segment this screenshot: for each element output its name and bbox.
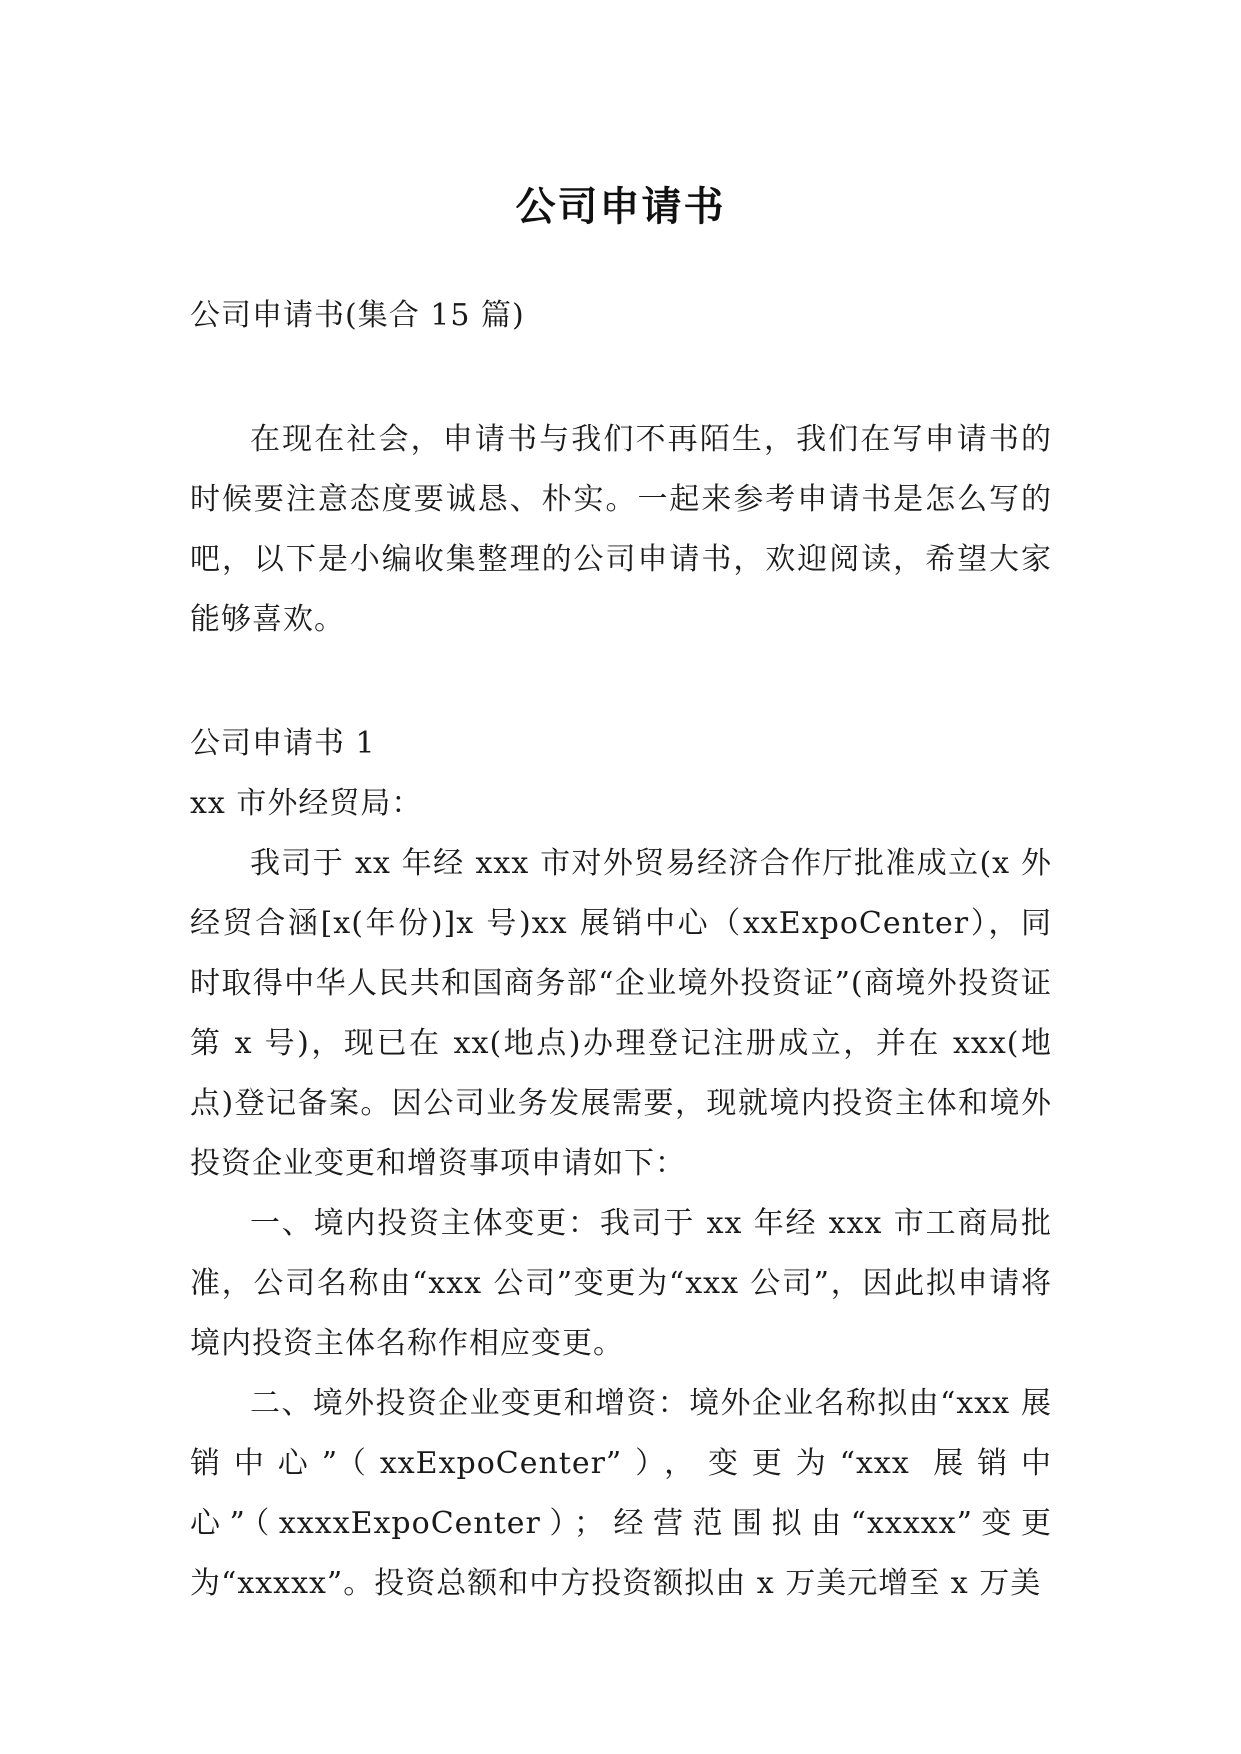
section-heading: 公司申请书 1 bbox=[190, 726, 376, 761]
body-paragraph: 二、境外投资企业变更和增资：境外企业名称拟由“xxx 展销中心”（xxExpoCenter”），变更为“xxx 展销中心”（xxxxExpoCenter）；经营范围拟由“xxxxx”变更为“xxxxx”。投资总额和中方投资额拟由 x 万美元增至 x 万美 bbox=[190, 1386, 1052, 1601]
body-paragraph: 我司于 xx 年经 xxx 市对外贸易经济合作厅批准成立(x 外经贸合涵[x(年份)]x 号)xx 展销中心（xxExpoCenter），同时取得中华人民共和国商务部“企业境外投资证”(商境外投资证第 x 号)，现已在 xx(地点)办理登记注册成立，并在 xxx(地点)登记备案。因公司业务发展需要，现就境内投资主体和境外投资企业变更和增资事项申请如下： bbox=[190, 846, 1052, 1181]
intro-paragraph: 在现在社会，申请书与我们不再陌生，我们在写申请书的时候要注意态度要诚恳、朴实。一起来参考申请书是怎么写的吧，以下是小编收集整理的公司申请书，欢迎阅读，希望大家能够喜欢。 bbox=[190, 422, 1052, 637]
salutation: xx 市外经贸局： bbox=[190, 786, 423, 821]
document-body bbox=[190, 286, 1052, 1614]
document-title: 公司申请书 bbox=[515, 183, 726, 230]
body-paragraph: 一、境内投资主体变更：我司于 xx 年经 xxx 市工商局批准，公司名称由“xxx 公司”变更为“xxx 公司”，因此拟申请将境内投资主体名称作相应变更。 bbox=[190, 1206, 1052, 1361]
document-subtitle: 公司申请书(集合 15 篇) bbox=[190, 298, 525, 333]
